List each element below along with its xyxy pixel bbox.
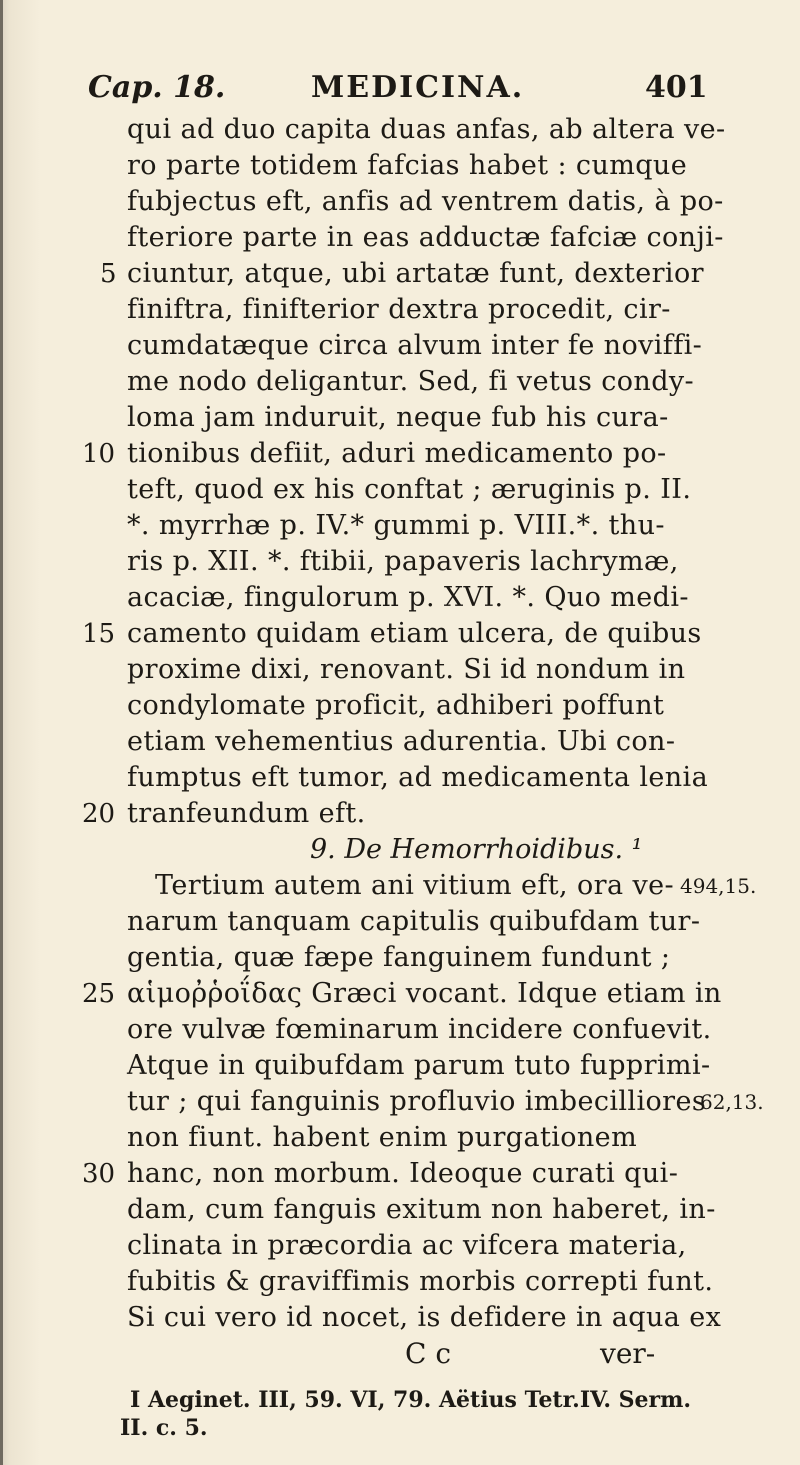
footnote: I Aeginet. III, 59. VI, 79. Aëtius Tetr.IV. Serm. [130,1387,692,1413]
text-line: fumptus eft tumor, ad medicamenta lenia [127,762,709,793]
text-line: proxime dixi, renovant. Si id nondum in [127,654,686,685]
text-line: ro parte totidem fafcias habet : cumque [127,150,688,181]
text-line: etiam vehementius adurentia. Ubi con- [127,726,676,757]
running-header [88,70,708,110]
catchword: ver- [600,1337,656,1370]
text-line: me nodo deligantur. Sed, fi vetus condy- [127,366,695,397]
text-line: fubitis & graviffimis morbis correpti funt. [127,1266,714,1297]
text-line: cumdatæque circa alvum inter fe noviffi- [127,330,703,361]
text-line: fteriore parte in eas adductæ fafciæ conji- [127,222,724,253]
margin-reference: 62,13. [700,1090,764,1114]
text-line: Atque in quibufdam parum tuto fupprimi- [127,1050,711,1081]
text-line: ciuntur, atque, ubi artatæ funt, dexterior [127,258,704,289]
text-line: gentia, quæ fæpe fanguinem fundunt ; [127,942,671,973]
text-line: acaciæ, fingulorum p. XVI. *. Quo medi- [127,582,689,613]
page-number: 401 [645,70,708,105]
text-line: loma jam induruit, neque fub his cura- [127,402,669,433]
running-title: MEDICINA. [311,70,525,105]
text-line: qui ad duo capita duas anfas, ab altera ve- [127,114,726,145]
text-line: fubjectus eft, anfis ad ventrem datis, à po- [127,186,724,217]
text-line: teft, quod ex his conftat ; æruginis p. II. [127,474,692,505]
text-line: *. myrrhæ p. IV.* gummi p. VIII.*. thu- [127,510,665,541]
section-heading: 9. De Hemorrhoidibus. ¹ [310,834,643,865]
text-line: Si cui vero id nocet, is defidere in aqua ex [127,1302,722,1333]
text-line: finiftra, finifterior dextra procedit, cir- [127,294,671,325]
margin-reference: 494,15. [680,874,757,898]
text-line: condylomate proficit, adhiberi poffunt [127,690,665,721]
line-number: 5 [100,259,117,289]
text-line: αἱμοῤῥοΐδας Græci vocant. Idque etiam in [127,978,722,1009]
line-number: 10 [82,439,116,469]
text-line: non fiunt. habent enim purgationem [127,1122,638,1153]
text-line: narum tanquam capitulis quibufdam tur- [127,906,701,937]
text-line: ore vulvæ fœminarum incidere confuevit. [127,1014,712,1045]
text-line: camento quidam etiam ulcera, de quibus [127,618,702,649]
text-line: dam, cum fanguis exitum non haberet, in- [127,1194,716,1225]
page-gutter-edge [0,0,3,1465]
line-number: 30 [82,1159,116,1189]
text-line: tionibus defiit, aduri medicamento po- [127,438,667,469]
text-line: clinata in præcordia ac vifcera materia, [127,1230,687,1261]
text-line: hanc, non morbum. Ideoque curati qui- [127,1158,679,1189]
line-number: 20 [82,799,116,829]
text-line: Tertium autem ani vitium eft, ora ve- [155,870,674,901]
line-number: 15 [82,619,116,649]
text-line: ris p. XII. *. ftibii, papaveris lachrymæ, [127,546,679,577]
footnote-continuation: II. c. 5. [120,1415,208,1441]
line-number: 25 [82,979,116,1009]
chapter-label: Cap. 18. [88,70,226,105]
signature-mark: C c [405,1337,452,1370]
text-line: tur ; qui fanguinis profluvio imbecilliores [127,1086,707,1117]
text-line: tranfeundum eft. [127,798,366,829]
